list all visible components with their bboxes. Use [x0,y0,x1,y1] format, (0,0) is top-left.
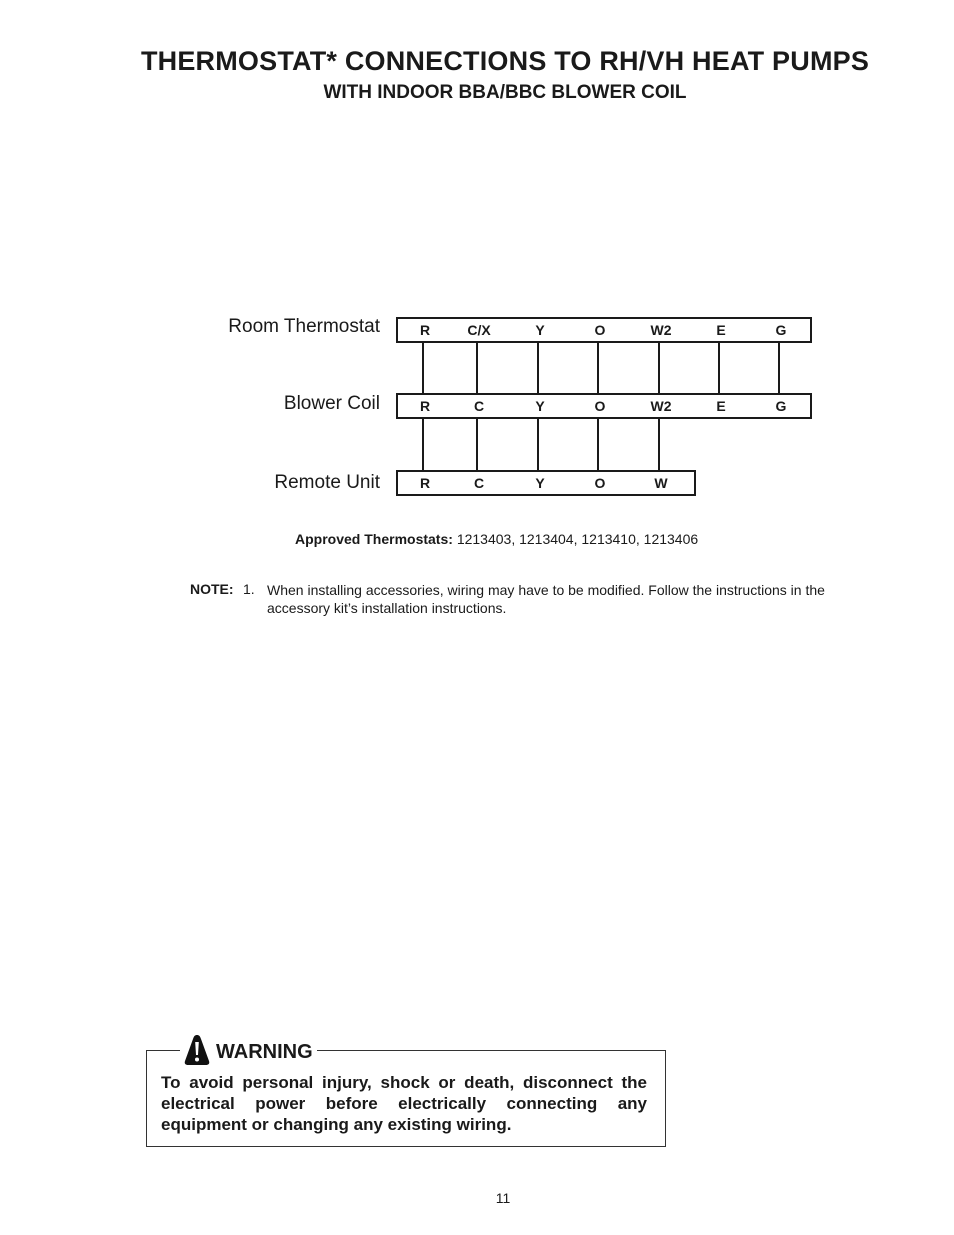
wire [658,419,660,470]
warning-header [180,1034,317,1071]
note-label: NOTE: [190,581,234,597]
wire [537,419,539,470]
row-label-remote-unit: Remote Unit [274,472,380,493]
terminal-label: C/X [467,322,491,338]
warning-title: WARNING [216,1041,313,1063]
wire [422,419,424,470]
wire [658,343,660,394]
row-label-blower-coil: Blower Coil [283,393,380,414]
page-title: THERMOSTAT* CONNECTIONS TO RH/VH HEAT PUMPS [140,46,870,76]
page-subtitle: WITH INDOOR BBA/BBC BLOWER COIL [323,82,687,103]
wire [476,419,478,470]
page-number: 11 [495,1190,511,1206]
wire [597,343,599,394]
terminal-label: R [419,475,431,491]
terminal-label: R [419,322,431,338]
terminal-label: Y [535,475,545,491]
terminal-label: G [775,322,787,338]
terminal-label: O [594,475,606,491]
warning-icon [184,1034,210,1071]
note-number: 1. [243,581,255,597]
terminal-label: Y [535,398,545,414]
terminal-strip-blower-coil [396,393,812,419]
terminal-label: O [594,398,606,414]
terminal-label: E [716,398,726,414]
wire [597,419,599,470]
approved-label: Approved Thermostats: [295,531,453,547]
terminal-label: Y [535,322,545,338]
terminal-label: C [473,398,485,414]
terminal-strip-remote-unit [396,470,696,496]
terminal-strip-room-thermostat [396,317,812,343]
terminal-label: G [775,398,787,414]
wire [718,343,720,394]
wire [476,343,478,394]
wire [537,343,539,394]
terminal-label: R [419,398,431,414]
terminal-label: O [594,322,606,338]
terminal-label: W2 [650,398,672,414]
wire [778,343,780,394]
terminal-label: W [654,475,668,491]
approved-models: 1213403, 1213404, 1213410, 1213406 [456,531,699,547]
terminal-label: E [716,322,726,338]
warning-text: To avoid personal injury, shock or death, disconnect the electrical power before electrically connecting any equipment or changing any existing wiring. [161,1073,647,1134]
row-label-room-thermostat: Room Thermostat [228,316,380,337]
note-text: When installing accessories, wiring may have to be modified. Follow the instructions in the accessory kit’s installation instructions. [267,582,825,616]
wire [422,343,424,394]
terminal-label: C [473,475,485,491]
terminal-label: W2 [650,322,672,338]
approved-thermostats [295,531,698,547]
